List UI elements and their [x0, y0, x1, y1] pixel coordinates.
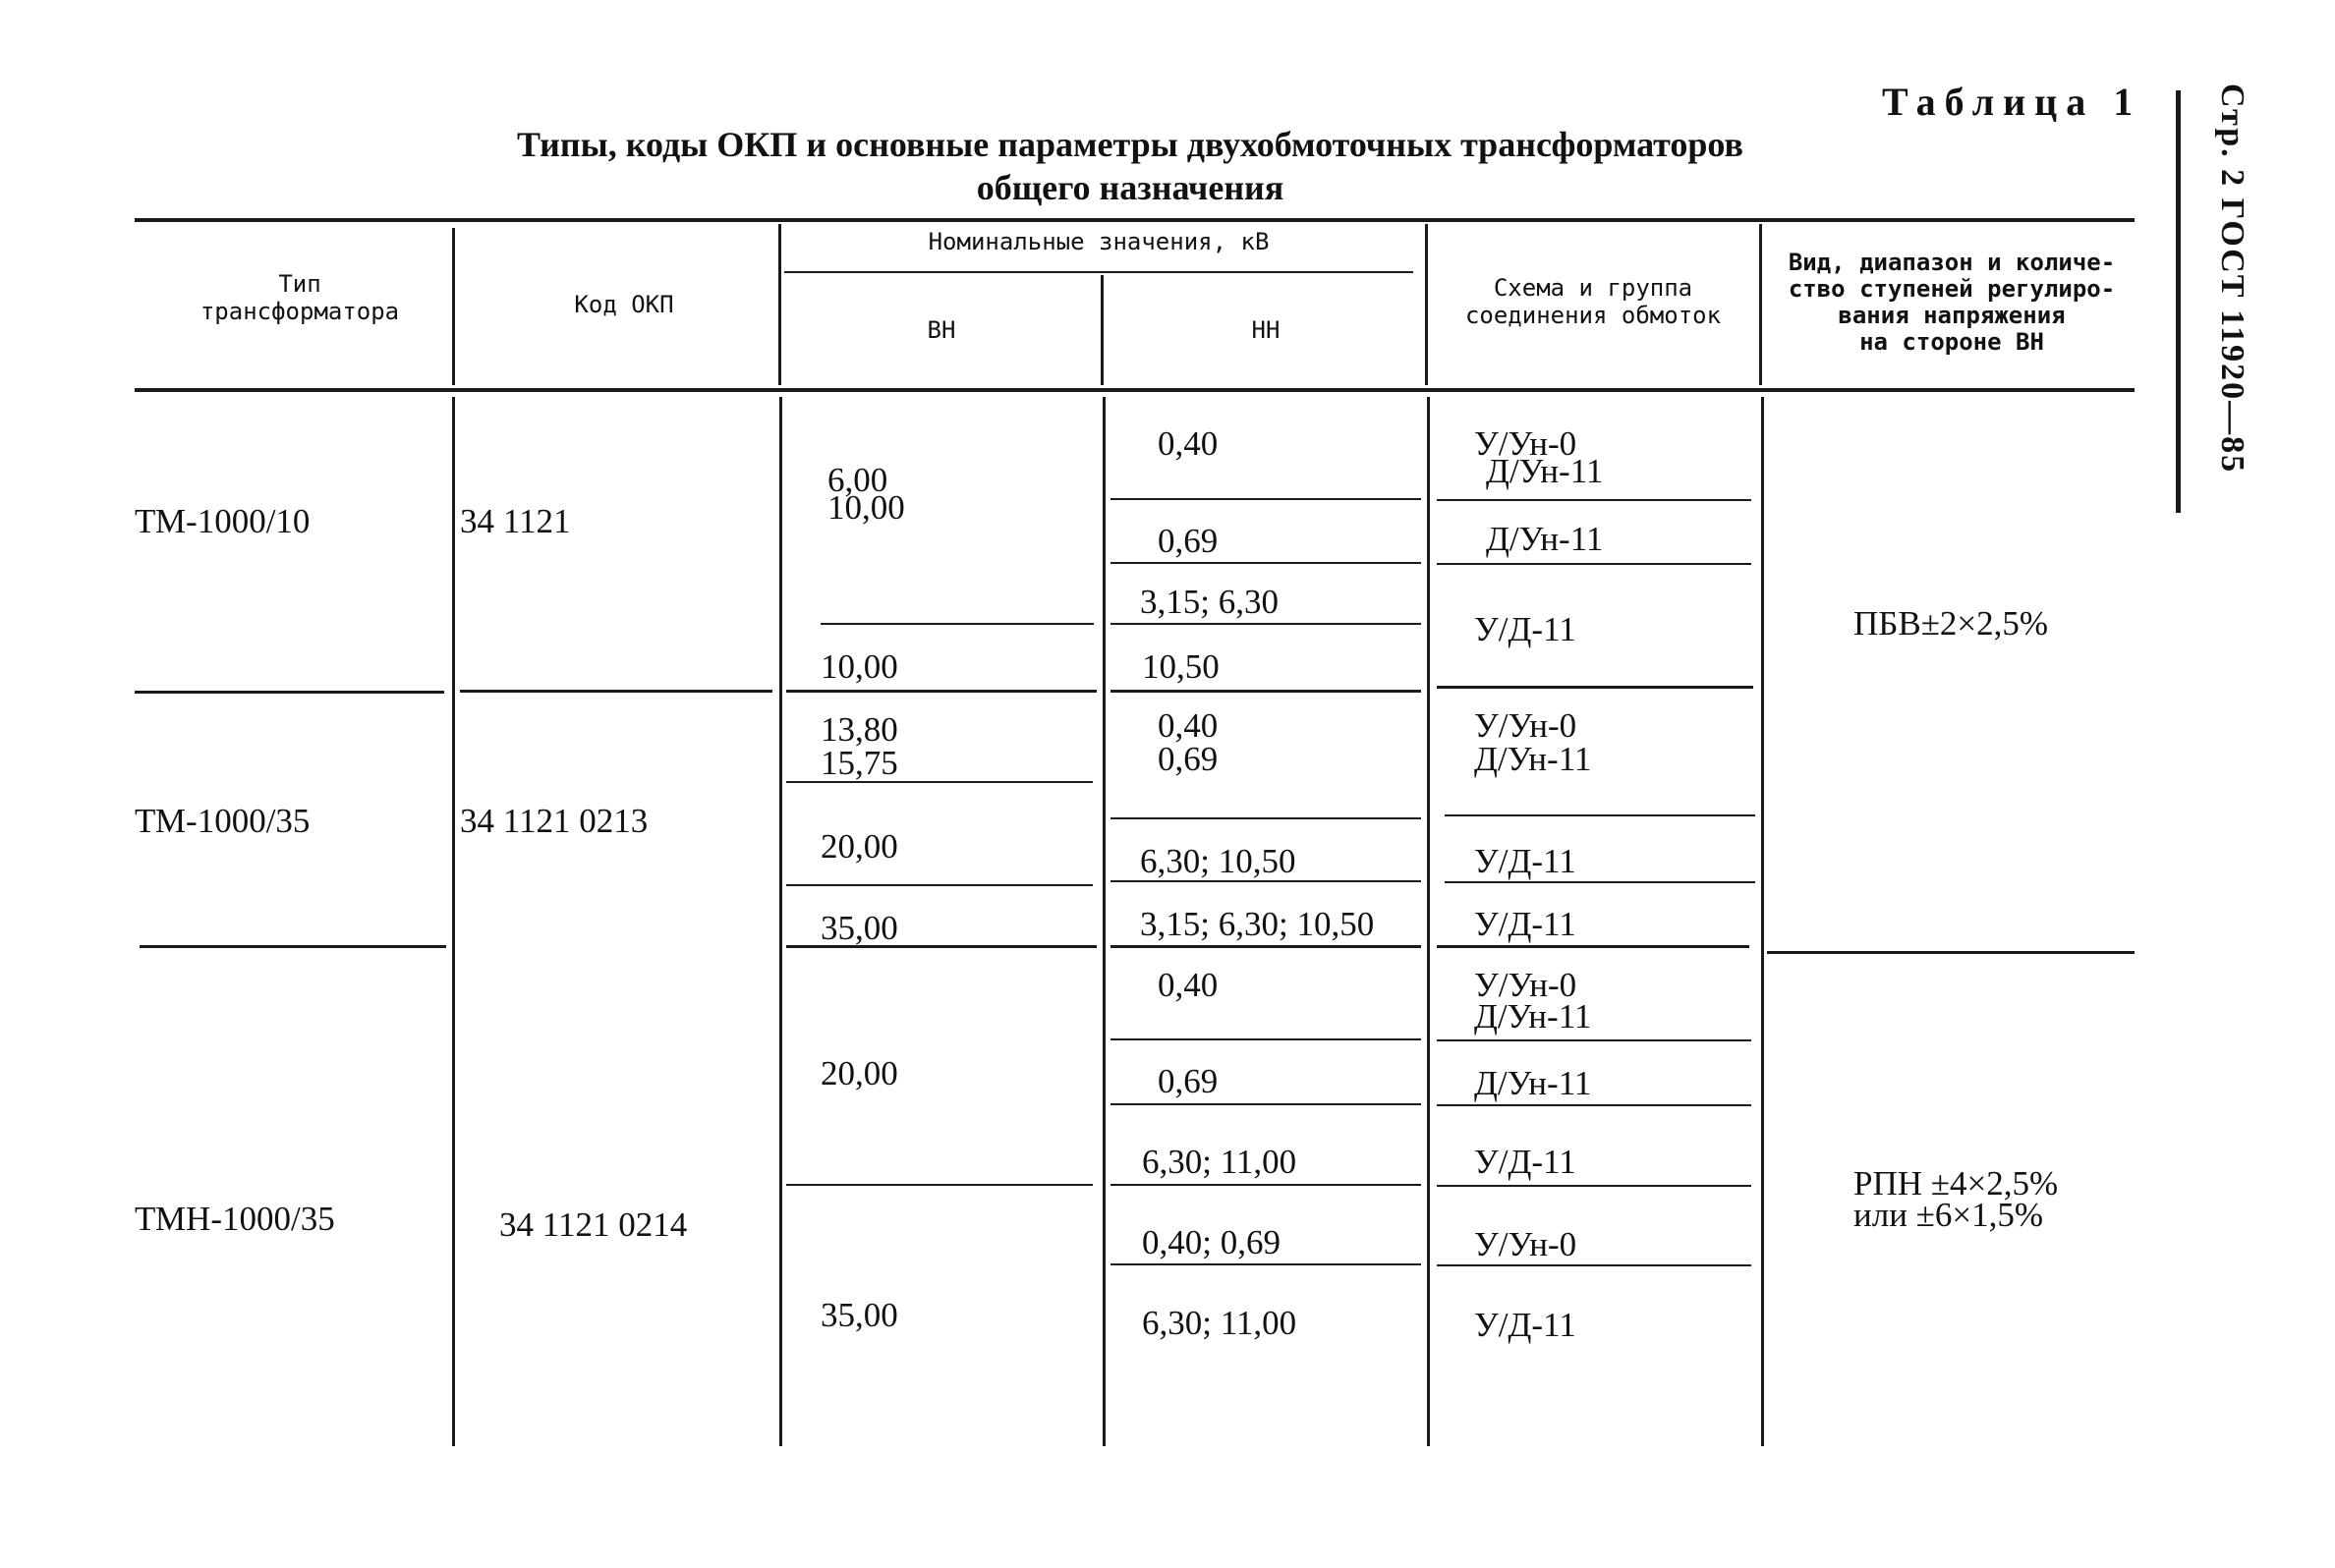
g2-scheme-rule-2	[1445, 881, 1755, 883]
g3-scheme-4: У/Ун-0	[1474, 1225, 1577, 1263]
g2-vn-rule-2	[786, 884, 1093, 886]
g2-vn-3: 35,00	[821, 909, 898, 947]
header-type	[167, 270, 432, 325]
g1-scheme-rule-2	[1437, 563, 1751, 565]
g1-scheme-1-line-1: У/Ун-0	[1474, 424, 1577, 463]
g3-vn-rule	[786, 1184, 1093, 1186]
g3-scheme-5: У/Д-11	[1474, 1306, 1576, 1344]
header-regulation-line-1: Вид, диапазон и количе-	[1788, 249, 2116, 276]
g3-nn-2: 0,69	[1158, 1062, 1219, 1100]
g2-vn-2: 20,00	[821, 827, 898, 866]
g1-scheme-1-line-2: Д/Ун-11	[1486, 452, 1604, 490]
g2-scheme-2: У/Д-11	[1474, 842, 1576, 880]
g3-nn-4: 0,40; 0,69	[1142, 1223, 1281, 1261]
header-regulation-line-3: вания напряжения	[1838, 302, 2066, 329]
g3-scheme-1	[1474, 967, 1591, 1036]
g3-nn-1: 0,40	[1158, 966, 1219, 1004]
header-regulation-line-2: ство ступеней регулиро-	[1788, 275, 2116, 303]
g3-regulation-line-2: или ±6×1,5%	[1853, 1196, 2044, 1234]
g1-vn-rule	[821, 623, 1094, 625]
g3-scheme-1-line-1: У/Ун-0	[1474, 966, 1577, 1004]
group-separator-1-e	[1437, 686, 1753, 689]
g1-vn-2: 10,00	[821, 647, 898, 686]
g3-scheme-rule-1	[1437, 1039, 1751, 1041]
g3-nn-rule-1	[1111, 1038, 1421, 1040]
group-separator-2-a	[140, 945, 446, 948]
g1-okp: 34 1121	[460, 502, 571, 540]
g1-scheme-1	[1474, 425, 1603, 490]
g1-type: ТМ-1000/10	[135, 502, 311, 540]
g2-scheme-1	[1474, 707, 1591, 778]
g1-nn-1: 0,40	[1158, 424, 1219, 463]
table-title	[432, 123, 1828, 209]
nominal-subheader-rule	[784, 271, 1413, 273]
g3-nn-rule-4	[1111, 1263, 1421, 1265]
g1-scheme-rule-1	[1437, 499, 1751, 501]
table-top-rule	[135, 218, 2135, 222]
col-rule-1-body	[452, 397, 455, 1446]
header-regulation	[1765, 250, 2138, 356]
g2-scheme-rule-1	[1445, 814, 1755, 816]
g1-nn-rule-1	[1111, 498, 1421, 500]
header-scheme	[1431, 274, 1755, 329]
g3-nn-rule-2	[1111, 1103, 1421, 1105]
group-separator-2-c	[1111, 945, 1421, 948]
col-rule-3-body	[1103, 397, 1106, 1446]
g3-scheme-rule-3	[1437, 1185, 1751, 1187]
col-rule-3-header	[1101, 275, 1104, 385]
header-scheme-line-2: соединения обмоток	[1464, 302, 1722, 329]
header-okp: Код ОКП	[574, 291, 674, 318]
g3-scheme-3: У/Д-11	[1474, 1143, 1576, 1181]
g1-nn-rule-2	[1111, 562, 1421, 564]
g2-nn-1-line-1: 0,40	[1158, 706, 1219, 745]
header-type-line-1: Тип	[278, 270, 321, 298]
g3-nn-3: 6,30; 11,00	[1142, 1143, 1297, 1181]
group-separator-2-e	[1767, 951, 2135, 954]
table-caption-label: Таблица 1	[1882, 80, 2142, 124]
col-rule-2-header	[778, 224, 781, 385]
header-scheme-line-1: Схема и группа	[1493, 274, 1693, 302]
header-vn: ВН	[927, 316, 956, 344]
g3-vn-1: 20,00	[821, 1054, 898, 1092]
g2-scheme-1-line-1: У/Ун-0	[1474, 706, 1577, 745]
g1-vn-1-line-2: 10,00	[827, 488, 905, 527]
g1-scheme-3: У/Д-11	[1474, 610, 1576, 648]
col-rule-5-header	[1759, 224, 1762, 385]
g2-scheme-3: У/Д-11	[1474, 905, 1576, 943]
g3-regulation-line-1: РПН ±4×2,5%	[1853, 1164, 2059, 1203]
g1-regulation: ПБВ±2×2,5%	[1853, 604, 2049, 643]
col-rule-2-body	[779, 397, 782, 1446]
g2-okp: 34 1121 0213	[460, 802, 649, 840]
g2-scheme-1-line-2: Д/Ун-11	[1474, 740, 1592, 778]
g2-vn-1-line-1: 13,80	[821, 710, 898, 749]
g3-scheme-2: Д/Ун-11	[1474, 1064, 1592, 1102]
header-nn: НН	[1251, 316, 1281, 344]
header-regulation-line-4: на стороне ВН	[1859, 328, 2044, 356]
g2-type: ТМ-1000/35	[135, 802, 311, 840]
col-rule-1-header	[452, 228, 455, 385]
g3-type: ТМН-1000/35	[135, 1200, 335, 1238]
g3-okp: 34 1121 0214	[499, 1205, 688, 1244]
side-running-header: Стр. 2 ГОСТ 11920—85	[2214, 84, 2250, 475]
group-separator-1-a	[135, 691, 444, 694]
g3-regulation	[1853, 1165, 2058, 1234]
g2-nn-1-line-2: 0,69	[1158, 740, 1219, 778]
g3-nn-rule-3	[1111, 1184, 1421, 1186]
col-rule-5-body	[1761, 397, 1764, 1446]
g2-vn-1	[821, 711, 898, 782]
g3-scheme-1-line-2: Д/Ун-11	[1474, 997, 1592, 1036]
table-title-line-1: Типы, коды ОКП и основные параметры двухобмоточных трансформаторов	[517, 125, 1743, 164]
g1-vn-1-line-1: 6,00	[827, 461, 888, 499]
group-separator-1-c	[786, 690, 1097, 693]
header-nominal: Номинальные значения, кВ	[928, 228, 1270, 255]
g1-vn-1	[827, 462, 905, 527]
g2-nn-3: 3,15; 6,30; 10,50	[1140, 905, 1375, 943]
g2-vn-1-line-2: 15,75	[821, 744, 898, 782]
g3-nn-5: 6,30; 11,00	[1142, 1304, 1297, 1342]
g1-scheme-2: Д/Ун-11	[1486, 520, 1604, 558]
g2-nn-1	[1158, 707, 1218, 778]
g1-nn-4: 10,50	[1142, 647, 1220, 686]
group-separator-1-d	[1111, 690, 1421, 693]
g2-nn-rule-1	[1111, 817, 1421, 819]
col-rule-4-body	[1427, 397, 1430, 1446]
group-separator-2-d	[1437, 945, 1749, 948]
header-bottom-rule	[135, 388, 2135, 392]
table-title-line-2: общего назначения	[976, 168, 1284, 207]
g2-nn-rule-2	[1111, 880, 1421, 882]
col-rule-4-header	[1425, 224, 1428, 385]
g3-scheme-rule-2	[1437, 1104, 1751, 1106]
g2-nn-2: 6,30; 10,50	[1140, 842, 1296, 880]
group-separator-1-b	[460, 690, 772, 693]
g3-scheme-rule-4	[1437, 1264, 1751, 1266]
side-header-rule	[2176, 90, 2181, 513]
header-type-line-2: трансформатора	[199, 298, 400, 325]
g3-vn-2: 35,00	[821, 1296, 898, 1334]
g1-nn-2: 0,69	[1158, 522, 1219, 560]
g1-nn-3: 3,15; 6,30	[1140, 583, 1279, 621]
g1-nn-rule-3	[1111, 623, 1421, 625]
